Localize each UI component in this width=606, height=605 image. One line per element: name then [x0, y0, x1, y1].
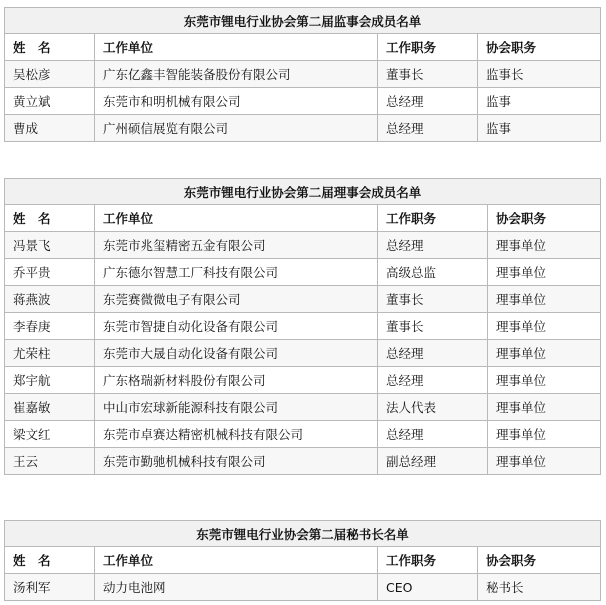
- member-company: 东莞市智捷自动化设备有限公司: [95, 313, 378, 340]
- member-company: 东莞市大晟自动化设备有限公司: [95, 340, 378, 367]
- table-title: 东莞市锂电行业协会第二届秘书长名单: [5, 521, 601, 547]
- member-company: 广州硕信展览有限公司: [95, 115, 378, 142]
- table-row: [5, 88, 601, 115]
- member-company: 东莞市兆玺精密五金有限公司: [95, 232, 378, 259]
- member-name: 李春庚: [5, 313, 95, 340]
- member-association-role: 理事单位: [488, 421, 601, 448]
- member-association-role: 理事单位: [488, 394, 601, 421]
- member-company: 东莞市和明机械有限公司: [95, 88, 378, 115]
- member-association-role: 理事单位: [488, 259, 601, 286]
- member-association-role: 理事单位: [488, 367, 601, 394]
- member-name: 尤荣柱: [5, 340, 95, 367]
- member-name: 吴松彦: [5, 61, 95, 88]
- member-name: 崔嘉敏: [5, 394, 95, 421]
- member-name: 曹成: [5, 115, 95, 142]
- table-row: [5, 367, 601, 394]
- column-header-association-role: 协会职务: [478, 34, 601, 61]
- member-association-role: 理事单位: [488, 313, 601, 340]
- member-job-title: 总经理: [378, 340, 488, 367]
- member-job-title: 总经理: [378, 421, 488, 448]
- member-company: 中山市宏球新能源科技有限公司: [95, 394, 378, 421]
- member-name: 冯景飞: [5, 232, 95, 259]
- member-job-title: 总经理: [378, 115, 478, 142]
- member-association-role: 理事单位: [488, 448, 601, 475]
- member-association-role: 监事: [478, 115, 601, 142]
- column-header-job-title: 工作职务: [378, 547, 478, 574]
- member-job-title: 副总经理: [378, 448, 488, 475]
- member-company: 广东德尔智慧工厂科技有限公司: [95, 259, 378, 286]
- column-header-name: 姓 名: [5, 547, 95, 574]
- member-job-title: 董事长: [378, 286, 488, 313]
- secretary-general-table: [4, 520, 601, 601]
- member-job-title: 高级总监: [378, 259, 488, 286]
- member-name: 乔平贵: [5, 259, 95, 286]
- director-board-table: [4, 178, 601, 475]
- member-association-role: 秘书长: [478, 574, 601, 601]
- table-row: [5, 448, 601, 475]
- table-row: [5, 115, 601, 142]
- member-company: 广东格瑞新材料股份有限公司: [95, 367, 378, 394]
- column-header-job-title: 工作职务: [378, 34, 478, 61]
- table-row: [5, 394, 601, 421]
- member-name: 汤利军: [5, 574, 95, 601]
- member-name: 郑宇航: [5, 367, 95, 394]
- member-name: 王云: [5, 448, 95, 475]
- table-row: [5, 574, 601, 601]
- member-association-role: 理事单位: [488, 286, 601, 313]
- member-job-title: 董事长: [378, 61, 478, 88]
- member-job-title: 法人代表: [378, 394, 488, 421]
- table-row: [5, 421, 601, 448]
- member-job-title: CEO: [378, 574, 478, 601]
- table-row: [5, 232, 601, 259]
- member-name: 蒋燕波: [5, 286, 95, 313]
- member-job-title: 董事长: [378, 313, 488, 340]
- column-header-association-role: 协会职务: [488, 205, 601, 232]
- table-title: 东莞市锂电行业协会第二届理事会成员名单: [5, 179, 601, 205]
- member-association-role: 理事单位: [488, 232, 601, 259]
- column-header-company: 工作单位: [95, 205, 378, 232]
- member-company: 东莞市卓赛达精密机械科技有限公司: [95, 421, 378, 448]
- member-company: 东莞市勤驰机械科技有限公司: [95, 448, 378, 475]
- column-header-company: 工作单位: [95, 547, 378, 574]
- column-header-name: 姓 名: [5, 34, 95, 61]
- column-header-company: 工作单位: [95, 34, 378, 61]
- member-name: 黄立斌: [5, 88, 95, 115]
- member-association-role: 监事: [478, 88, 601, 115]
- member-association-role: 监事长: [478, 61, 601, 88]
- member-company: 动力电池网: [95, 574, 378, 601]
- member-association-role: 理事单位: [488, 340, 601, 367]
- table-row: [5, 340, 601, 367]
- column-header-association-role: 协会职务: [478, 547, 601, 574]
- table-row: [5, 313, 601, 340]
- table-row: [5, 286, 601, 313]
- table-row: [5, 259, 601, 286]
- member-job-title: 总经理: [378, 232, 488, 259]
- member-name: 梁文红: [5, 421, 95, 448]
- column-header-name: 姓 名: [5, 205, 95, 232]
- supervisor-board-table: [4, 7, 601, 142]
- table-row: [5, 61, 601, 88]
- member-job-title: 总经理: [378, 88, 478, 115]
- member-company: 广东亿鑫丰智能装备股份有限公司: [95, 61, 378, 88]
- column-header-job-title: 工作职务: [378, 205, 488, 232]
- member-job-title: 总经理: [378, 367, 488, 394]
- table-title: 东莞市锂电行业协会第二届监事会成员名单: [5, 8, 601, 34]
- member-company: 东莞赛微微电子有限公司: [95, 286, 378, 313]
